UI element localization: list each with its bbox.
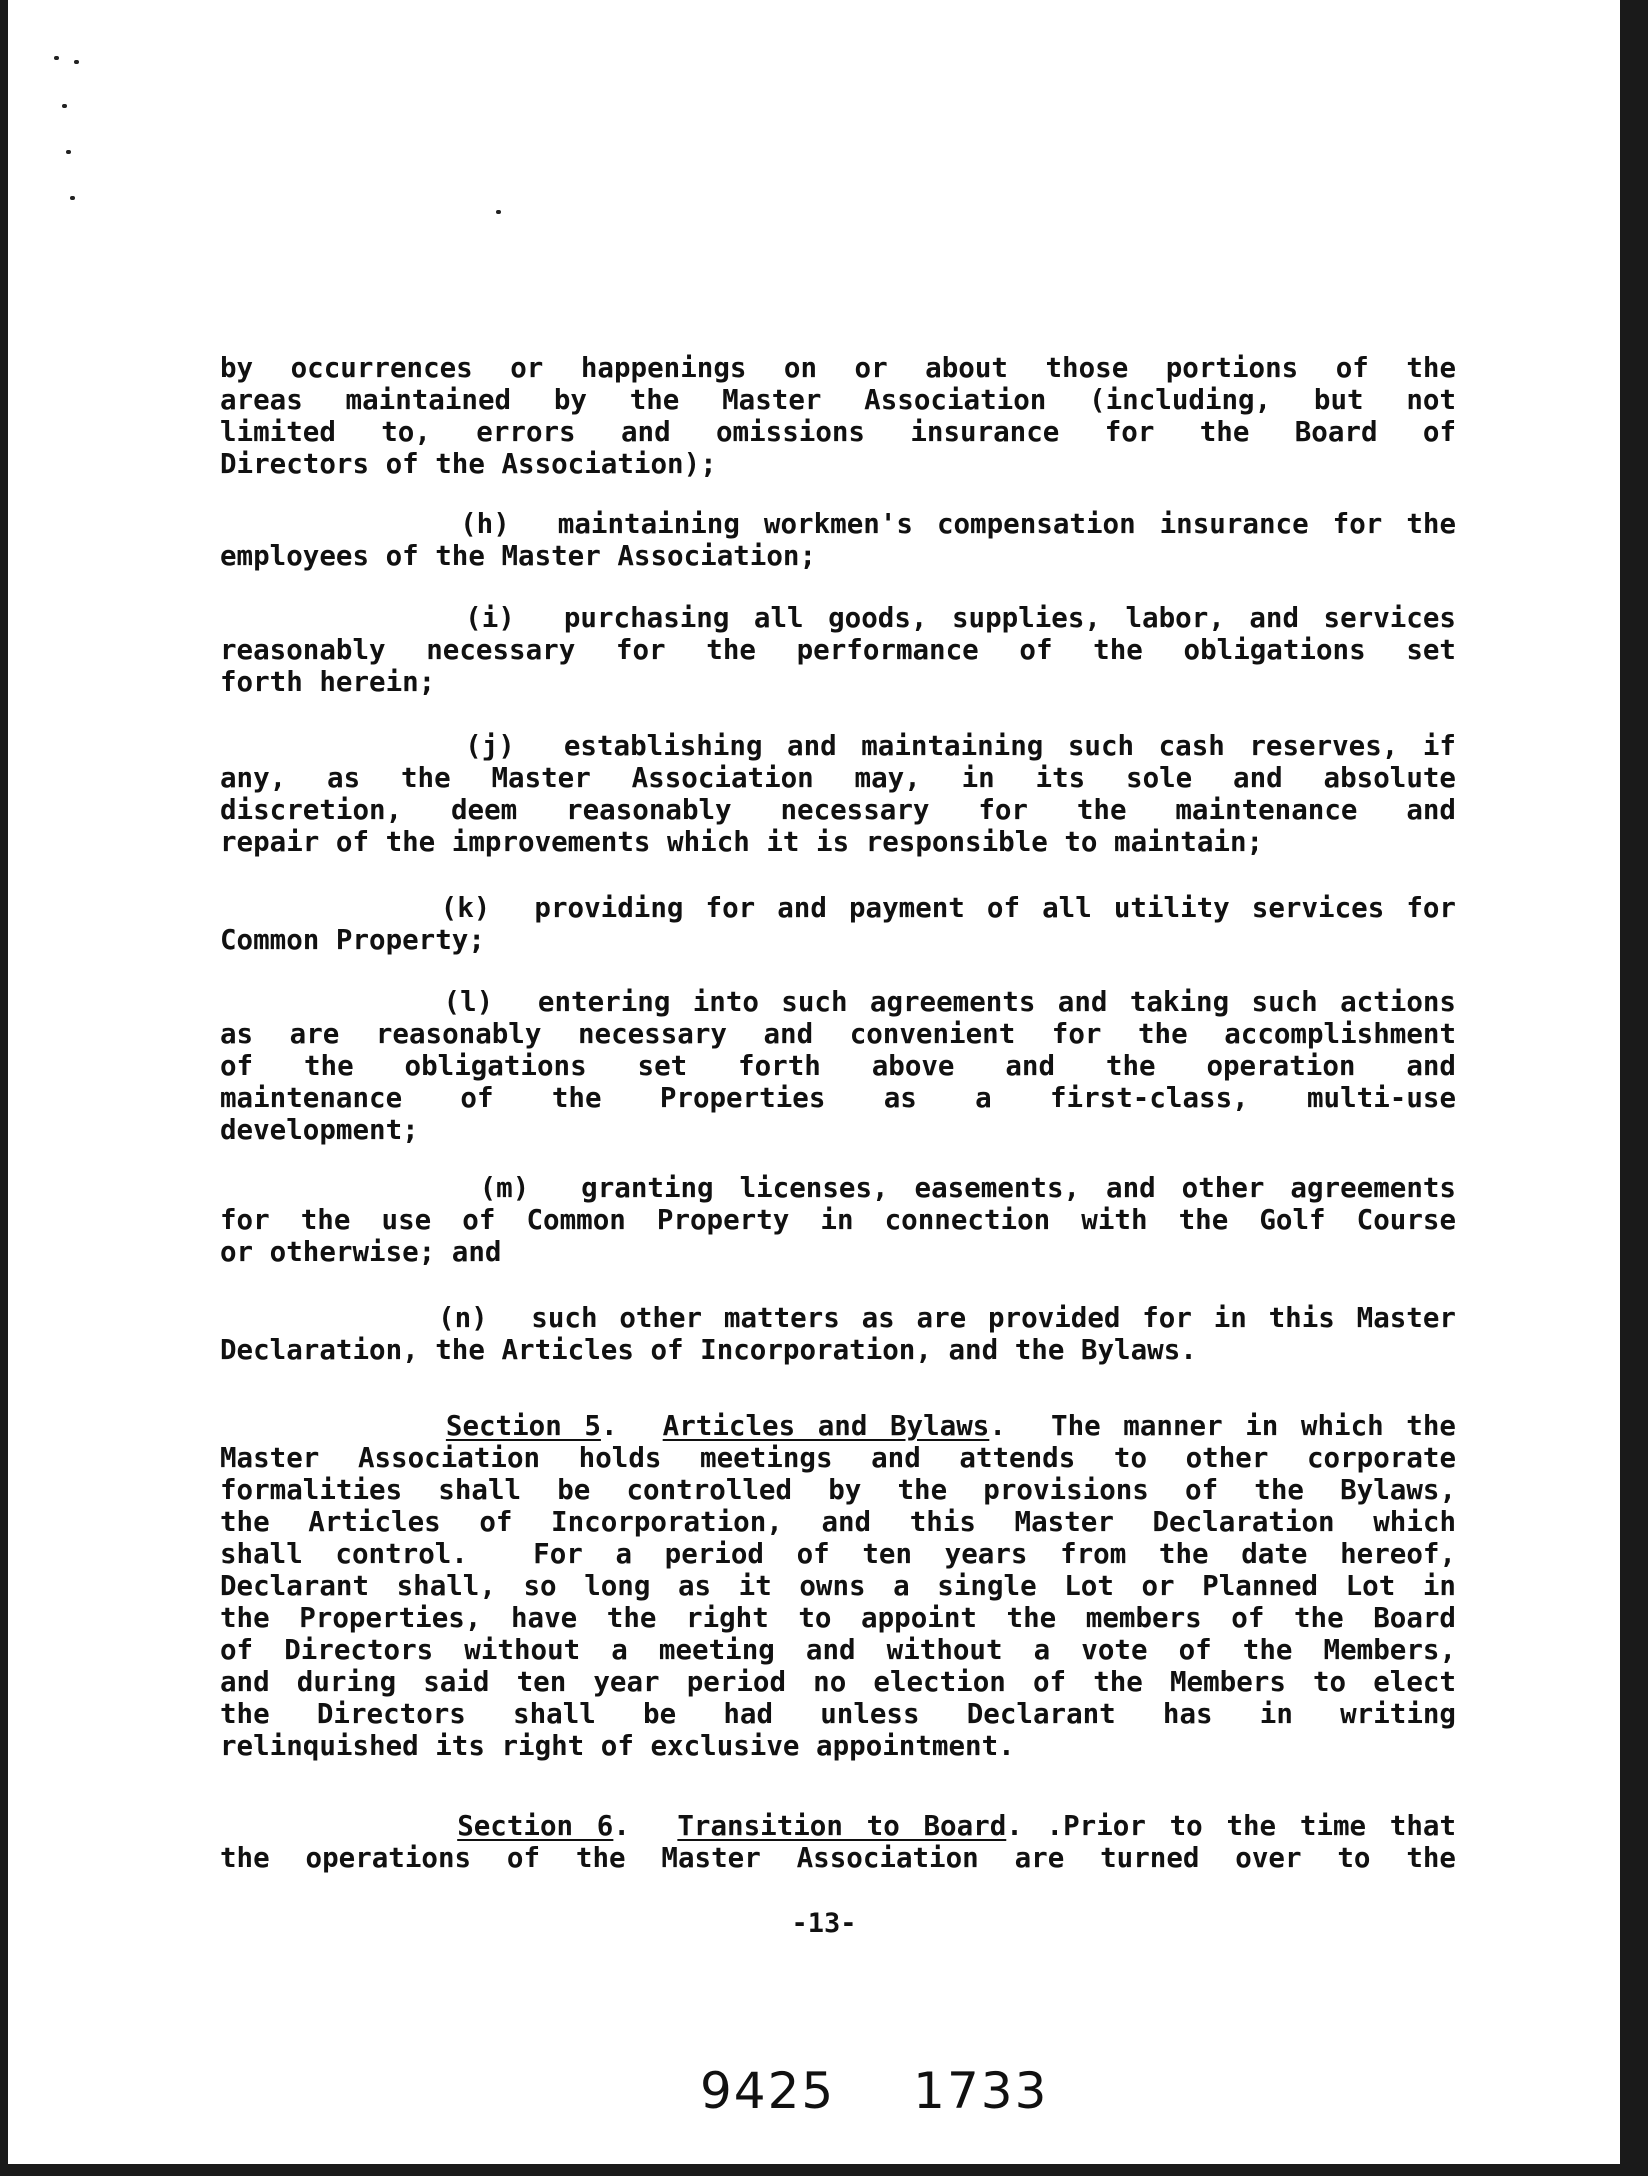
paragraph-item-l: [220, 986, 1456, 1146]
scan-edge-bottom: [0, 2164, 1648, 2176]
text-line: discretion, deem reasonably necessary for the maintenance and: [220, 794, 1456, 826]
text-line: reasonably necessary for the performance of the obligations set: [220, 634, 1456, 666]
paragraph-item-m: [220, 1172, 1456, 1268]
paragraph-continuation: [220, 352, 1456, 480]
text-line: Master Association holds meetings and attends to other corporate: [220, 1442, 1456, 1474]
paragraph-item-n: [220, 1302, 1456, 1366]
text-line: the Articles of Incorporation, and this Master Declaration which: [220, 1506, 1456, 1538]
section-5-first-line: The manner in which the: [1051, 1410, 1456, 1442]
text-line: employees of the Master Association;: [220, 540, 817, 572]
text-line: the Directors shall be had unless Declarant has in writing: [220, 1698, 1456, 1730]
text-line: (m) granting licenses, easements, and other agreements: [220, 1172, 1456, 1204]
section-5-label: Section 5: [445, 1410, 601, 1442]
text-line: Directors of the Association);: [220, 448, 717, 480]
text-line: maintenance of the Properties as a first-class, multi-use: [220, 1082, 1456, 1114]
text-line: the operations of the Master Association are turned over to the: [220, 1842, 1456, 1874]
text-line: (n) such other matters as are provided for in this Master: [220, 1302, 1456, 1334]
text-line: as are reasonably necessary and convenient for the accomplishment: [220, 1018, 1456, 1050]
section-5-heading-line: Section 5. Articles and Bylaws. The manner in which the: [445, 1410, 1456, 1442]
text-line: of the obligations set forth above and the operation and: [220, 1050, 1456, 1082]
text-line: the Properties, have the right to appoint the members of the Board: [220, 1602, 1456, 1634]
scan-edge-left: [0, 0, 8, 2176]
scan-speck: [74, 60, 79, 64]
text-line: or otherwise; and: [220, 1236, 502, 1268]
scan-speck: [66, 150, 71, 154]
paragraph-item-k: [220, 892, 1456, 956]
scan-edge-right: [1620, 0, 1648, 2176]
text-line: (i) purchasing all goods, supplies, labor, and services: [220, 602, 1456, 634]
text-line: formalities shall be controlled by the provisions of the Bylaws,: [220, 1474, 1456, 1506]
text-line: forth herein;: [220, 666, 436, 698]
text-line: development;: [220, 1114, 419, 1146]
section-6-paragraph: [220, 1810, 1456, 1874]
text-line: shall control. For a period of ten years from the date hereof,: [220, 1538, 1456, 1570]
text-line: for the use of Common Property in connection with the Golf Course: [220, 1204, 1456, 1236]
text-line: Declarant shall, so long as it owns a single Lot or Planned Lot in: [220, 1570, 1456, 1602]
text-line: (j) establishing and maintaining such cash reserves, if: [220, 730, 1456, 762]
section-5-paragraph: [220, 1410, 1456, 1762]
text-line: Declaration, the Articles of Incorporation, and the Bylaws.: [220, 1334, 1197, 1366]
scan-speck: [62, 104, 67, 108]
section-5-title: Articles and Bylaws: [662, 1410, 990, 1442]
text-line: any, as the Master Association may, in its sole and absolute: [220, 762, 1456, 794]
text-line: limited to, errors and omissions insurance for the Board of: [220, 416, 1456, 448]
text-line: Common Property;: [220, 924, 485, 956]
text-line: areas maintained by the Master Association (including, but not: [220, 384, 1456, 416]
text-line: by occurrences or happenings on or about those portions of the: [220, 352, 1456, 384]
text-line: repair of the improvements which it is responsible to maintain;: [220, 826, 1264, 858]
page-number: -13-: [791, 1908, 857, 1939]
paragraph-item-i: [220, 602, 1456, 698]
paragraph-item-h: [220, 508, 1456, 572]
text-line: relinquished its right of exclusive appointment.: [220, 1730, 1015, 1762]
paragraph-item-j: [220, 730, 1456, 858]
scan-speck: [54, 56, 59, 60]
text-line: and during said ten year period no election of the Members to elect: [220, 1666, 1456, 1698]
section-6-heading-line: Section 6. Transition to Board. .Prior to the time that: [457, 1810, 1456, 1842]
text-line: (l) entering into such agreements and taking such actions: [220, 986, 1456, 1018]
scan-speck: [70, 196, 75, 200]
text-line: (h) maintaining workmen's compensation insurance for the: [220, 508, 1456, 540]
section-6-title: Transition to Board: [677, 1810, 1007, 1842]
section-6-first-line: Prior to the time that: [1063, 1810, 1456, 1842]
document-stamp-number: 9425 1733: [700, 2062, 1049, 2120]
text-line: of Directors without a meeting and without a vote of the Members,: [220, 1634, 1456, 1666]
section-6-label: Section 6: [457, 1810, 614, 1842]
text-line: (k) providing for and payment of all utility services for: [220, 892, 1456, 924]
scan-speck: [496, 210, 501, 214]
